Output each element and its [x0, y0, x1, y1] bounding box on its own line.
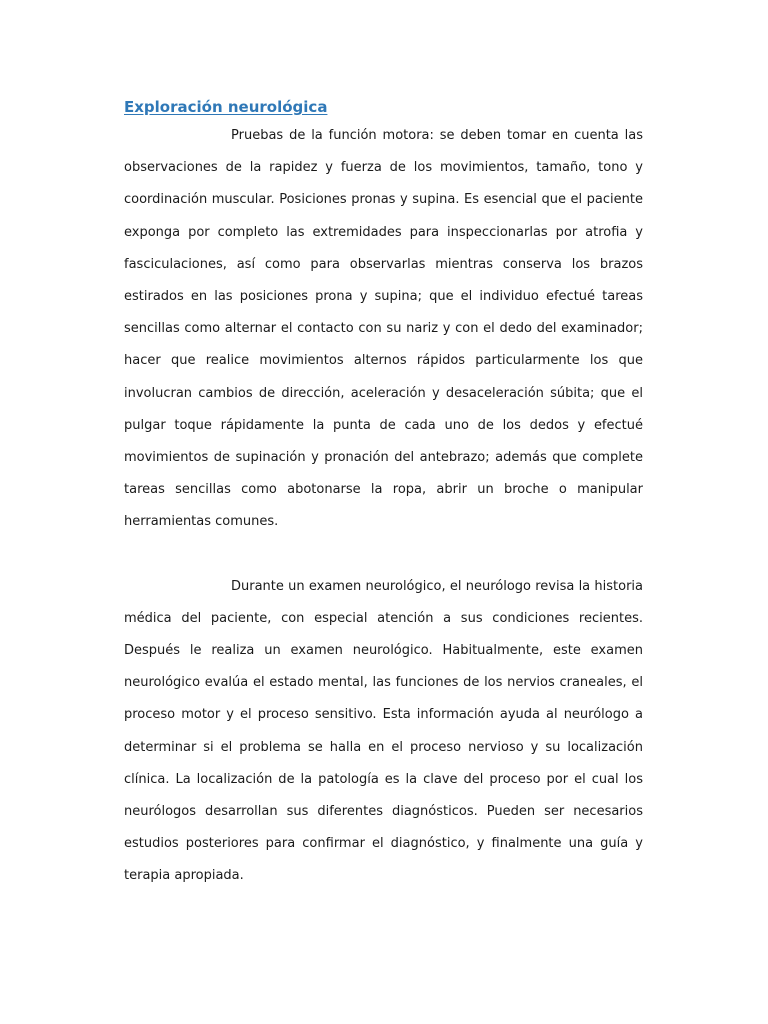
paragraph-motor-function: Pruebas de la función motora: se deben tomar en cuenta las observaciones de la rapidez y fuerza de los movimientos, tamaño, tono y coordinación muscular. Posiciones pronas y supina. Es esencial que el paciente exponga por completo las extremidades para inspeccionarlas por atrofia y fasciculaciones, así como para observarlas mientras conserva los brazos estirados en las posiciones prona y supina; que el individuo efectué tareas sencillas como alternar el contacto con su nariz y con el dedo del examinador; hacer que realice movimientos alternos rápidos particularmente los que involucran cambios de dirección, aceleración y desaceleración súbita; que el pulgar toque rápidamente la punta de cada uno de los dedos y efectué movimientos de supinación y pronación del antebrazo; además que complete tareas sencillas como abotonarse la ropa, abrir un broche o manipular herramientas comunes.: [124, 128, 643, 530]
document-title-link[interactable]: Exploración neurológica: [124, 98, 328, 116]
document-body: [124, 96, 643, 893]
paragraph-neurological-exam: Durante un examen neurológico, el neurólogo revisa la historia médica del paciente, con especial atención a sus condiciones recientes. Después le realiza un examen neurológico. Habitualmente, este examen neurológico evalúa el estado mental, las funciones de los nervios craneales, el proceso motor y el proceso sensitivo. Esta información ayuda al neurólogo a determinar si el problema se halla en el proceso nervioso y su localización clínica. La localización de la patología es la clave del proceso por el cual los neurólogos desarrollan sus diferentes diagnósticos. Pueden ser necesarios estudios posteriores para confirmar el diagnóstico, y finalmente una guía y terapia apropiada.: [124, 578, 643, 884]
